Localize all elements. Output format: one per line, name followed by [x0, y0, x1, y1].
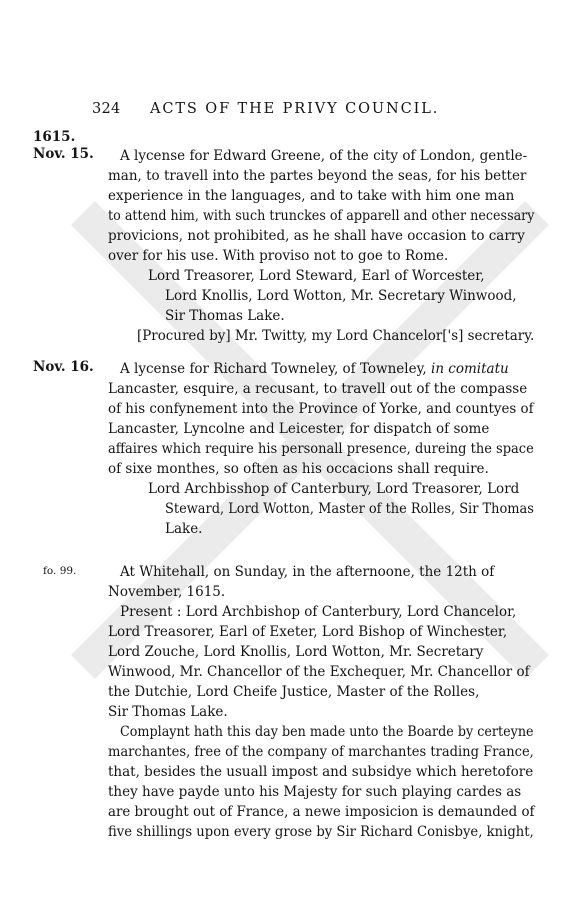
entry-text-line: A lycense for Edward Greene, of the city of London, gentle-: [120, 148, 528, 164]
signers-line: Lord Treasorer, Lord Steward, Earl of Worcester,: [148, 268, 485, 284]
complaint-line: are brought out of France, a newe imposicion is demaunded of: [108, 804, 535, 820]
signers-line: Lord Knollis, Lord Wotton, Mr. Secretary Winwood,: [165, 288, 517, 304]
entry-date: Nov. 16.: [33, 359, 94, 375]
entry-text-line: Lancaster, Lyncolne and Leicester, for dispatch of some: [108, 421, 490, 437]
complaint-line: marchantes, free of the company of marchantes trading France,: [108, 744, 534, 760]
meeting-heading: At Whitehall, on Sunday, in the afternoone, the 12th of: [120, 564, 495, 580]
entry-text-line: over for his use. With proviso not to goe to Rome.: [108, 248, 449, 264]
present-line: Present : Lord Archbishop of Canterbury, Lord Chancelor,: [120, 604, 517, 620]
running-title: ACTS OF THE PRIVY COUNCIL.: [150, 101, 440, 117]
present-line: Winwood, Mr. Chancellor of the Exchequer, Mr. Chancellor of: [108, 664, 530, 680]
present-line: Lord Treasorer, Earl of Exeter, Lord Bishop of Winchester,: [108, 624, 508, 640]
running-header: [0, 101, 567, 123]
present-line: the Dutchie, Lord Cheife Justice, Master of the Rolles,: [108, 684, 480, 700]
page-number: 324: [92, 101, 121, 117]
procured-line: [Procured by] Mr. Twitty, my Lord Chancelor['s] secretary.: [137, 328, 535, 344]
entry-text-line: man, to travell into the partes beyond the seas, for his better: [108, 168, 527, 184]
entry-text-line: Lancaster, esquire, a recusant, to travell out of the compasse: [108, 381, 528, 397]
entry-text-line: to attend him, with such trunckes of apparell and other necessary: [108, 208, 535, 224]
complaint-line: Complaynt hath this day ben made unto the Boarde by certeyne: [120, 724, 534, 740]
entry-text-line: affaires which require his personall presence, dureing the space: [108, 441, 534, 457]
present-line: Sir Thomas Lake.: [108, 704, 228, 720]
meeting-heading: November, 1615.: [108, 584, 226, 600]
signers-line: Lord Archbisshop of Canterbury, Lord Treasorer, Lord: [148, 481, 520, 497]
signers-line: Sir Thomas Lake.: [165, 308, 285, 324]
latin-phrase: in comitatu: [431, 361, 509, 377]
entry-date: Nov. 15.: [33, 146, 94, 162]
entry-text-line: experience in the languages, and to take with him one man: [108, 188, 515, 204]
entry-text-line: of sixe monthes, so often as his occacions shall require.: [108, 461, 489, 477]
entry-text-line: A lycense for Richard Towneley, of Towneley, in comitatu: [120, 361, 509, 377]
complaint-line: five shillings upon every grose by Sir Richard Conisbye, knight,: [108, 824, 534, 840]
signers-line: Steward, Lord Wotton, Master of the Rolles, Sir Thomas: [165, 501, 534, 517]
year-margin: 1615.: [33, 129, 76, 145]
present-line: Lord Zouche, Lord Knollis, Lord Wotton, Mr. Secretary: [108, 644, 484, 660]
entry-text-line: of his confynement into the Province of Yorke, and countyes of: [108, 401, 534, 417]
signers-line: Lake.: [165, 521, 203, 537]
complaint-line: that, besides the usuall impost and subsidye which heretofore: [108, 764, 534, 780]
entry-text-line: provicions, not prohibited, as he shall have occasion to carry: [108, 228, 525, 244]
complaint-line: they have payde unto his Majesty for such playing cardes as: [108, 784, 522, 800]
folio-reference: fo. 99.: [43, 565, 77, 577]
